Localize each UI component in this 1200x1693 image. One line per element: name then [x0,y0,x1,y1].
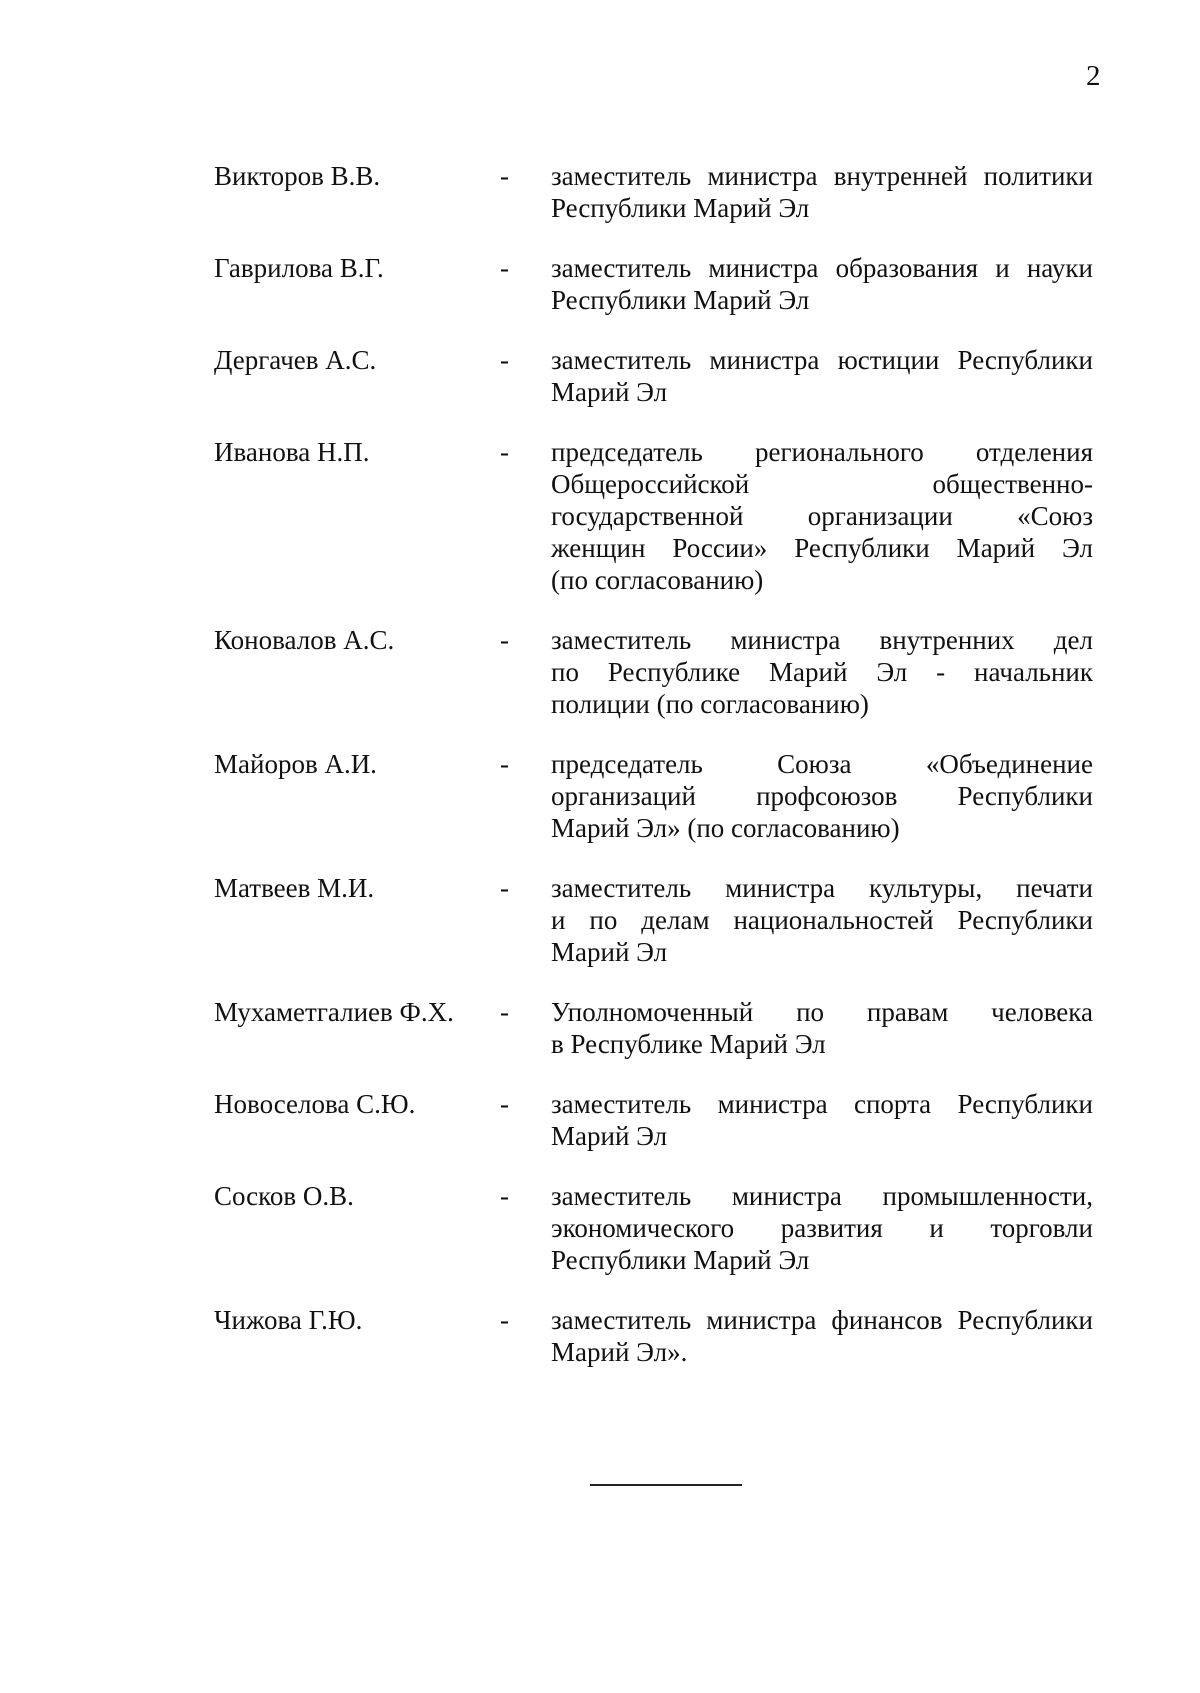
position-line: Республики Марий Эл [551,193,810,223]
entry-dash: - [500,161,509,191]
position-line: Марий Эл [551,937,668,967]
position-line: в Республике Марий Эл [551,1029,826,1059]
member-name: Сосков О.В. [214,1181,354,1211]
position-line: по Республике Марий Эл - начальник [551,657,1093,687]
position-line: полиции (по согласованию) [551,689,869,719]
position-line: и по делам национальностей Республики [551,905,1093,935]
entry-dash: - [500,749,509,779]
entry-dash: - [500,1181,509,1211]
roster-entry [0,1088,1200,1152]
position-line: Марий Эл [551,377,668,407]
position-line: заместитель министра образования и науки [551,253,1093,283]
entry-dash: - [500,873,509,903]
position-line: экономического развития и торговли [551,1213,1093,1243]
position-line: Марий Эл». [551,1337,688,1367]
entry-dash: - [500,997,509,1027]
position-line: Республики Марий Эл [551,285,810,315]
position-line: Марий Эл [551,1121,668,1151]
roster-entry [0,160,1200,224]
roster-entry [0,1180,1200,1276]
position-line: Общероссийской общественно- [551,469,1093,499]
member-position [551,996,1093,1060]
position-line: (по согласованию) [551,565,764,595]
position-line: заместитель министра внутренней политики [551,161,1093,191]
position-line: заместитель министра спорта Республики [551,1089,1093,1119]
member-position [551,436,1093,596]
entry-dash: - [500,437,509,467]
entry-dash: - [500,253,509,283]
member-name: Гаврилова В.Г. [214,253,384,283]
member-name: Коновалов А.С. [214,625,395,655]
entry-dash: - [500,345,509,375]
member-name: Чижова Г.Ю. [214,1305,363,1335]
roster-entry [0,748,1200,844]
position-line: Уполномоченный по правам человека [551,997,1093,1027]
member-position [551,872,1093,968]
roster-entry [0,436,1200,596]
member-name: Дергачев А.С. [214,345,377,375]
position-line: заместитель министра внутренних дел [551,625,1093,655]
roster-entry [0,872,1200,968]
roster-entry [0,344,1200,408]
member-position [551,1180,1093,1276]
member-position [551,748,1093,844]
roster-entry [0,252,1200,316]
entry-dash: - [500,1089,509,1119]
member-position [551,624,1093,720]
position-line: заместитель министра юстиции Республики [551,345,1093,375]
member-position [551,1088,1093,1152]
member-position [551,1304,1093,1368]
roster-entry [0,1304,1200,1368]
member-name: Майоров А.И. [214,749,377,779]
member-name: Новоселова С.Ю. [214,1089,416,1119]
position-line: Марий Эл» (по согласованию) [551,813,900,843]
member-name: Викторов В.В. [214,161,381,191]
page-number: 2 [1086,60,1101,92]
position-line: заместитель министра промышленности, [551,1181,1093,1211]
roster-entry [0,624,1200,720]
member-name: Мухаметгалиев Ф.Х. [214,997,454,1027]
position-line: председатель Союза «Объединение [551,749,1093,779]
closing-divider [590,1484,742,1486]
position-line: государственной организации «Союз [551,501,1093,531]
member-roster [0,160,1200,1368]
position-line: заместитель министра культуры, печати [551,873,1093,903]
position-line: женщин России» Республики Марий Эл [551,533,1093,563]
entry-dash: - [500,1305,509,1335]
member-name: Иванова Н.П. [214,437,370,467]
member-position [551,344,1093,408]
position-line: Республики Марий Эл [551,1245,810,1275]
position-line: председатель регионального отделения [551,437,1093,467]
position-line: заместитель министра финансов Республики [551,1305,1093,1335]
member-position [551,160,1093,224]
entry-dash: - [500,625,509,655]
member-name: Матвеев М.И. [214,873,375,903]
member-position [551,252,1093,316]
position-line: организаций профсоюзов Республики [551,781,1093,811]
roster-entry [0,996,1200,1060]
